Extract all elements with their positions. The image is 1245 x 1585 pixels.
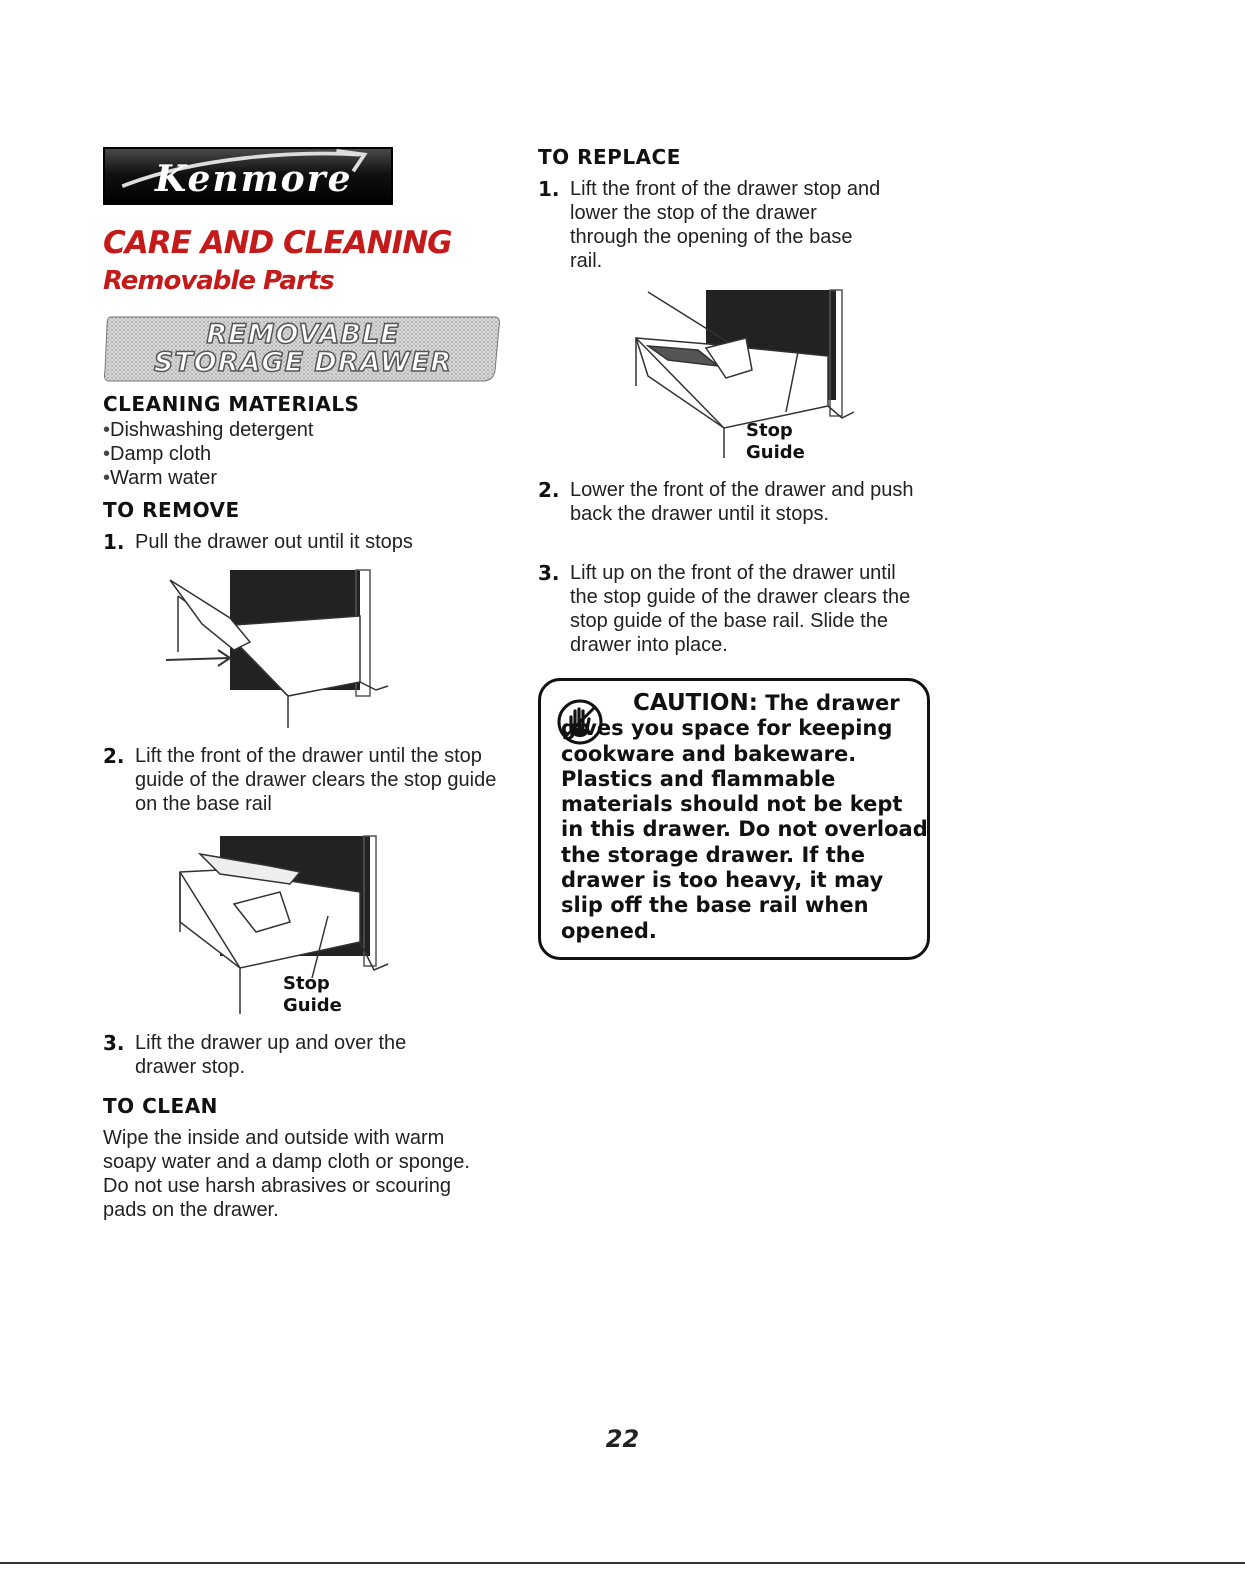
caution-message: The drawer gives you space for keeping cookware and bakeware. Plastics and flammable materials should not be kept in this drawer. Do not overload the storage drawer. If the drawer is too heavy, it may slip off the base rail when opened. bbox=[561, 691, 928, 943]
step-text: Pull the drawer out until it stops bbox=[135, 531, 413, 553]
drawer-replace-illustration bbox=[628, 286, 858, 466]
page-number: 22 bbox=[605, 1425, 640, 1453]
replace-step-2 bbox=[538, 478, 938, 554]
step-text: Lower the front of the drawer and push back the drawer until it stops. bbox=[570, 479, 914, 525]
banner-line-1: REMOVABLE bbox=[206, 319, 400, 350]
section-subtitle: Removable Parts bbox=[103, 266, 334, 296]
cleaning-materials-heading: CLEANING MATERIALS bbox=[103, 392, 360, 416]
step-number: 2. bbox=[103, 744, 125, 768]
logo-wordmark: Kenmore bbox=[155, 158, 353, 200]
to-replace-heading: TO REPLACE bbox=[538, 145, 681, 169]
remove-step-1 bbox=[103, 530, 503, 556]
drawer-pull-out-illustration bbox=[160, 566, 400, 732]
to-clean-heading: TO CLEAN bbox=[103, 1094, 218, 1118]
replace-step-3 bbox=[538, 561, 938, 661]
step-text: Lift the front of the drawer stop and lower the stop of the drawer through the opening of the base rail. bbox=[570, 178, 881, 272]
drawer-lift-illustration bbox=[160, 832, 400, 1022]
list-item: • Damp cloth bbox=[103, 442, 483, 466]
step-text: Lift the drawer up and over the drawer stop. bbox=[135, 1032, 407, 1078]
step-number: 1. bbox=[538, 177, 560, 201]
caution-label: CAUTION: bbox=[633, 690, 758, 716]
remove-step-2 bbox=[103, 744, 503, 820]
stop-label: Stop bbox=[283, 973, 330, 994]
to-remove-heading: TO REMOVE bbox=[103, 498, 240, 522]
guide-label: Guide bbox=[746, 442, 805, 463]
remove-step-3 bbox=[103, 1031, 503, 1083]
step-number: 2. bbox=[538, 478, 560, 502]
step-text: Lift the front of the drawer until the stop guide of the drawer clears the stop guide on the base rail bbox=[135, 745, 497, 815]
caution-text-block bbox=[561, 691, 931, 944]
banner-line-2: STORAGE DRAWER bbox=[153, 347, 453, 378]
list-item: • Warm water bbox=[103, 466, 483, 490]
replace-step-1 bbox=[538, 177, 898, 277]
step-text: Lift up on the front of the drawer until the stop guide of the drawer clears the stop guide of the base rail. Slide the drawer into place. bbox=[570, 562, 911, 656]
to-clean-text: Wipe the inside and outside with warm soapy water and a damp cloth or sponge. Do not use harsh abrasives or scouring pads on the drawer. bbox=[103, 1127, 470, 1221]
list-item: • Dishwashing detergent bbox=[103, 418, 483, 442]
guide-label: Guide bbox=[283, 995, 342, 1016]
step-number: 3. bbox=[538, 561, 560, 585]
storage-drawer-banner bbox=[103, 313, 503, 385]
bottom-divider bbox=[0, 1562, 1245, 1564]
kenmore-logo bbox=[103, 147, 393, 205]
section-title: CARE AND CLEANING bbox=[103, 225, 452, 261]
stop-guide-label bbox=[746, 420, 805, 464]
step-number: 3. bbox=[103, 1031, 125, 1055]
stop-guide-label bbox=[283, 973, 342, 1017]
stop-label: Stop bbox=[746, 420, 793, 441]
caution-box bbox=[538, 678, 930, 960]
cleaning-materials-list bbox=[103, 418, 483, 490]
step-number: 1. bbox=[103, 530, 125, 554]
